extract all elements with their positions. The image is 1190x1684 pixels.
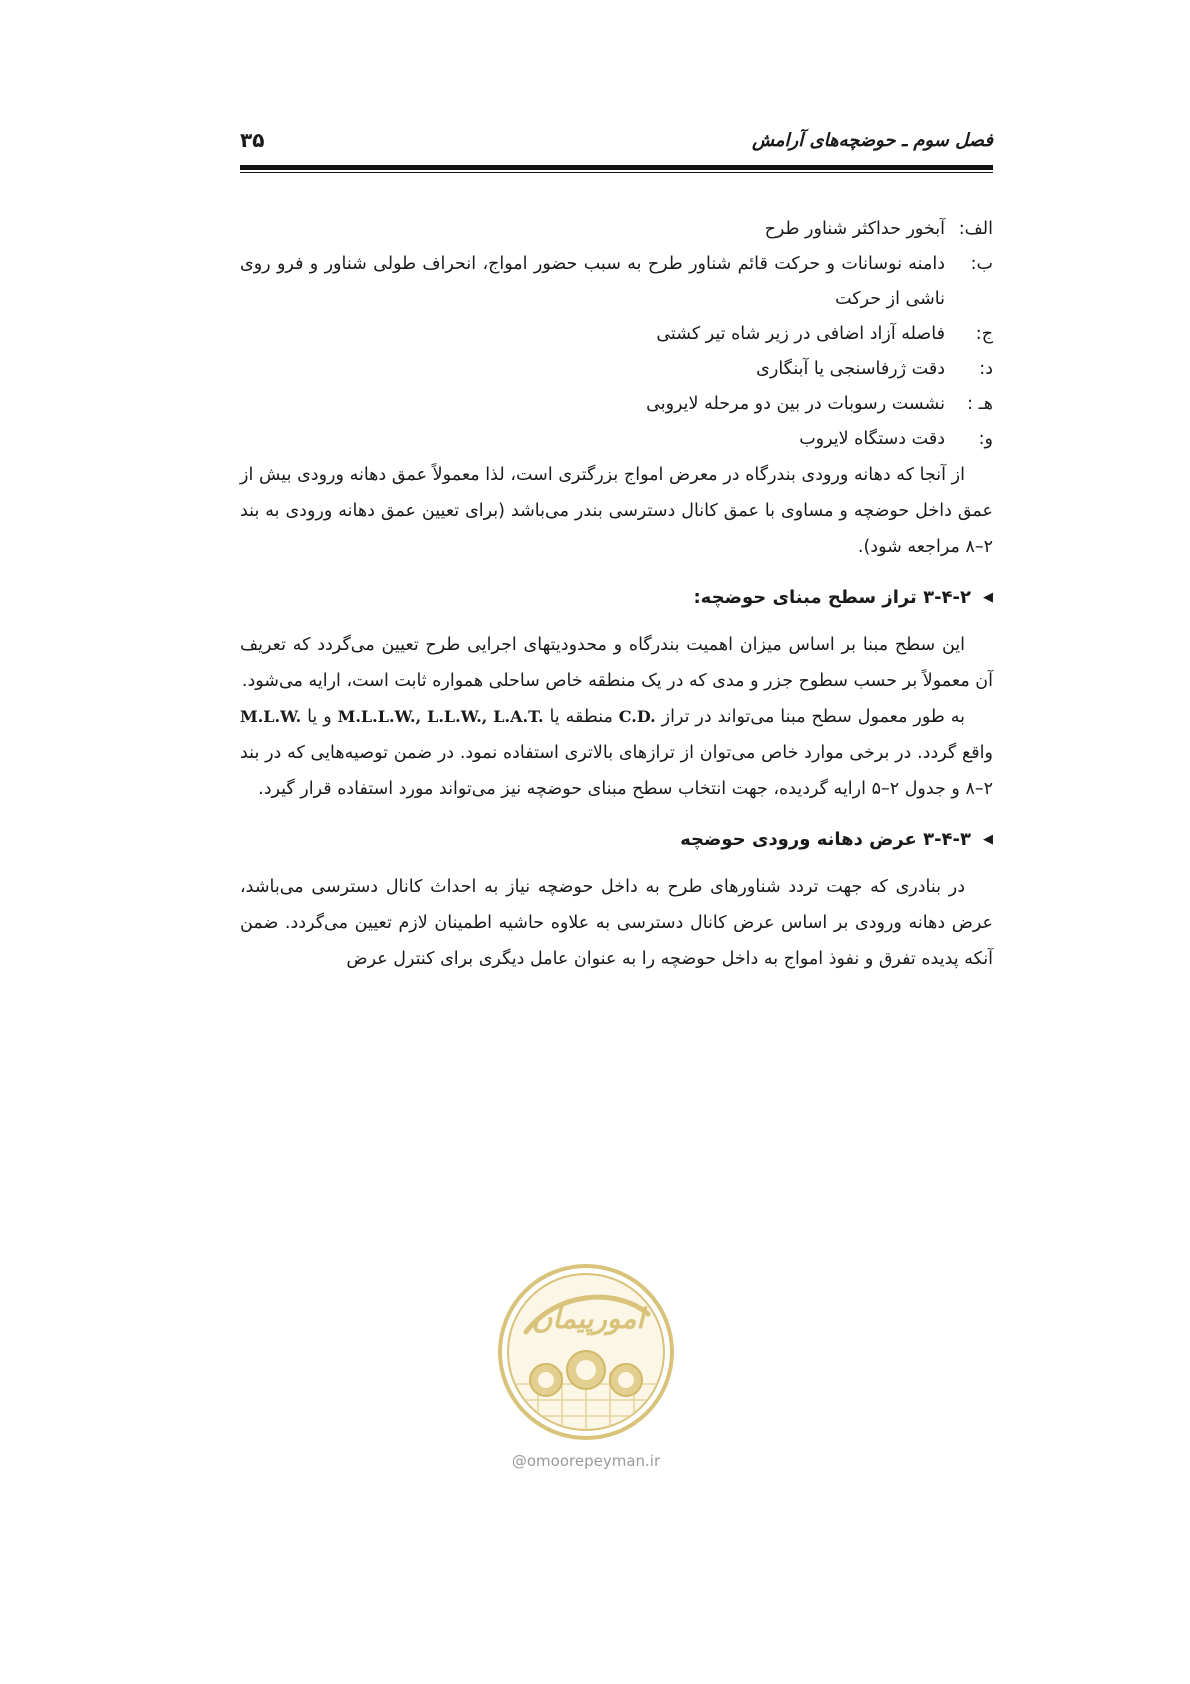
list-item-text: دامنه نوسانات و حرکت قائم شناور طرح به سبب حضور امواج، انحراف طولی شناور و فرو روی ناشی از حرکت [240,254,945,309]
list-item [240,212,993,247]
paragraph-datum-definition: این سطح مبنا بر اساس میزان اهمیت بندرگاه و محدودیتهای اجرایی طرح تعیین می‌گردد که تعریف آن معمولاً بر حسب سطوح جزر و مدی که در یک منطقه خاص ساحلی همواره ثابت است، ارایه می‌شود. [240,635,993,691]
list-item-label: ب: [970,254,993,274]
paragraph-entrance-depth: از آنجا که دهانه ورودی بندرگاه در معرض امواج بزرگتری است، لذا معمولاً عمق دهانه ورودی بیش از عمق داخل حوضچه و مساوی با عمق کانال دسترسی بندر می‌باشد (برای تعیین عمق دهانه ورودی به بند ۲–۸ مراجعه شود). [240,465,993,557]
list-item-text: آبخور حداکثر شناور طرح [764,219,945,239]
text-run: واقع گردد. در برخی موارد خاص می‌توان از ترازهای بالاتری استفاده نمود. در ضمن توصیه‌هایی که در بند ۲–۸ و جدول ۲–۵ ارایه گردیده، جهت انتخاب سطح مبنای حوضچه نیز می‌تواند مورد استفاده قرار گیرد. [240,743,993,799]
heading-bullet-icon: ◀ [983,832,993,847]
text-run: و یا [307,707,332,727]
heading-bullet-icon: ◀ [983,590,993,605]
section-heading-entrance-width [240,825,993,855]
list-item [240,387,993,422]
body-text [240,212,993,977]
list-item-label: هـ : [967,394,993,414]
list-item [240,317,993,352]
watermark-site: @omoorepeyman.ir [511,1452,661,1470]
list-item-text: نشست رسوبات در بین دو مرحله لایروبی [646,394,945,414]
list-item [240,247,993,317]
header-rule-thick [240,165,993,170]
paragraph-entrance-width: در بنادری که جهت تردد شناورهای طرح به داخل حوضچه نیاز به احداث کانال دسترسی می‌باشد، عرض دهانه ورودی بر اساس عرض کانال دسترسی به علاوه حاشیه اطمینان لازم تعیین می‌گردد. ضمن آنکه پدیده تفرق و نفوذ امواج به داخل حوضچه را به عنوان عامل دیگری برای کنترل عرض [240,877,993,969]
list-item [240,422,993,457]
list-item [240,352,993,387]
text-run: به طور معمول سطح مبنا می‌تواند در تراز [661,707,965,727]
section-heading-text: ۳-۴-۲ تراز سطح مبنای حوضچه: [693,587,971,608]
factor-list [240,212,993,457]
mlw-abbrev: M.L.W. [240,707,302,726]
section-heading-text: ۳-۴-۳ عرض دهانه ورودی حوضچه [680,829,971,850]
section-heading-datum-level [240,583,993,613]
chart-datum-abbrev: C.D. [618,707,656,726]
paragraph-datum-options [240,699,993,807]
watermark-logo-text: امورپیمان [531,1302,645,1335]
list-item-text: دقت ژرفاسنجی یا آبنگاری [756,359,945,379]
chapter-title: فصل سوم ـ حوضچه‌های آرامش [751,130,993,151]
list-item-text: دقت دستگاه لایروب [799,429,945,449]
list-item-text: فاصله آزاد اضافی در زیر شاه تیر کشتی [656,324,945,344]
list-item-label: ج: [975,324,993,344]
tidal-levels-abbrev: M.L.L.W., L.L.W., L.A.T. [337,707,544,726]
running-header [240,124,993,160]
list-item-label: الف: [958,219,993,239]
list-item-label: و: [978,429,993,449]
text-run: منطقه یا [549,707,613,727]
watermark-logo [496,1262,676,1442]
list-item-label: د: [979,359,993,379]
page-number: ۳۵ [240,128,265,152]
header-rule-thin [240,172,993,173]
